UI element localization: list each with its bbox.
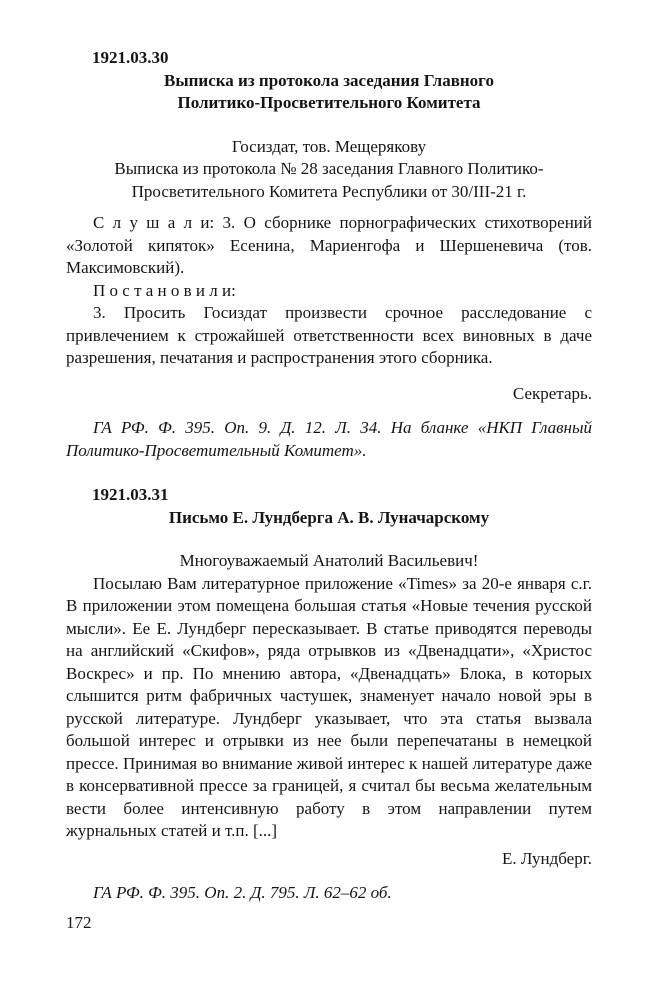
signature-line: Е. Лундберг. — [501, 848, 592, 868]
doc-title — [66, 507, 592, 530]
addressee-line: Госиздат, тов. Мещерякову — [231, 136, 427, 156]
signature-line: Секретарь. — [512, 383, 592, 403]
archive-reference: ГА РФ. Ф. 395. Оп. 9. Д. 12. Л. 34. На бланке «НКП Главный Политико-Просветительный Комитет». — [66, 418, 592, 460]
doc-date: 1921.03.30 — [92, 48, 169, 67]
doc-title-line: Письмо Е. Лундберга А. В. Луначарскому — [168, 507, 490, 527]
salutation-line: Многоуважаемый Анатолий Васильевич! — [179, 551, 479, 570]
archive-reference: ГА РФ. Ф. 395. Оп. 2. Д. 795. Л. 62–62 об. — [93, 883, 392, 902]
paragraph-resolution: 3. Просить Госиздат произвести срочное расследование с привлечением к строжайшей ответственности всех виновных в даче разрешения, печатания и распространения этого сборника. — [66, 303, 592, 367]
letter-body: Посылаю Вам литературное приложение «Times» за 20-е января с.г. В приложении этом помещена большая статья «Новые течения русской мысли». Ее Е. Лундберг пересказывает. В статье приводятся переводы на английский «Скифов», ряда отрывков из «Двенадцати», «Христос Воскрес» и пр. По мнению автора, «Двенадцать» Блока, в которых слышится ритм фабричных частушек, знаменует начало новой эры в русской литературе. Лундберг указывает, что эта статья вызвала большой интерес и отрывки из нее были перепечатаны в немецкой прессе. Принимая во внимание живой интерес к нашей литературе даже в консервативной прессе за границей, я считал бы весьма желательным вести более интенсивную работу в этом направлении путем журнальных статей и т.п. [...] — [66, 573, 592, 840]
page-number: 172 — [66, 912, 92, 932]
doc-date: 1921.03.31 — [92, 485, 169, 504]
doc-subtitle: Выписка из протокола № 28 заседания Главного Политико-Просветительного Комитета Республики от 30/III-21 г. — [114, 159, 544, 201]
paragraph-slushali: С л у ш а л и: 3. О сборнике порнографических стихотворений «Золотой кипяток» Есенина, Мариенгофа и Шершеневича (тов. Максимовский). — [66, 213, 592, 277]
doc-title-line: Выписка из протокола заседания Главного — [164, 70, 494, 90]
document-protocol-excerpt — [66, 47, 592, 462]
paragraph-postanovili: П о с т а н о в и л и: — [93, 280, 236, 300]
doc-title-line: Политико-Просветительного Комитета — [177, 93, 481, 112]
document-lundberg-letter — [66, 484, 592, 905]
doc-title — [66, 70, 592, 115]
